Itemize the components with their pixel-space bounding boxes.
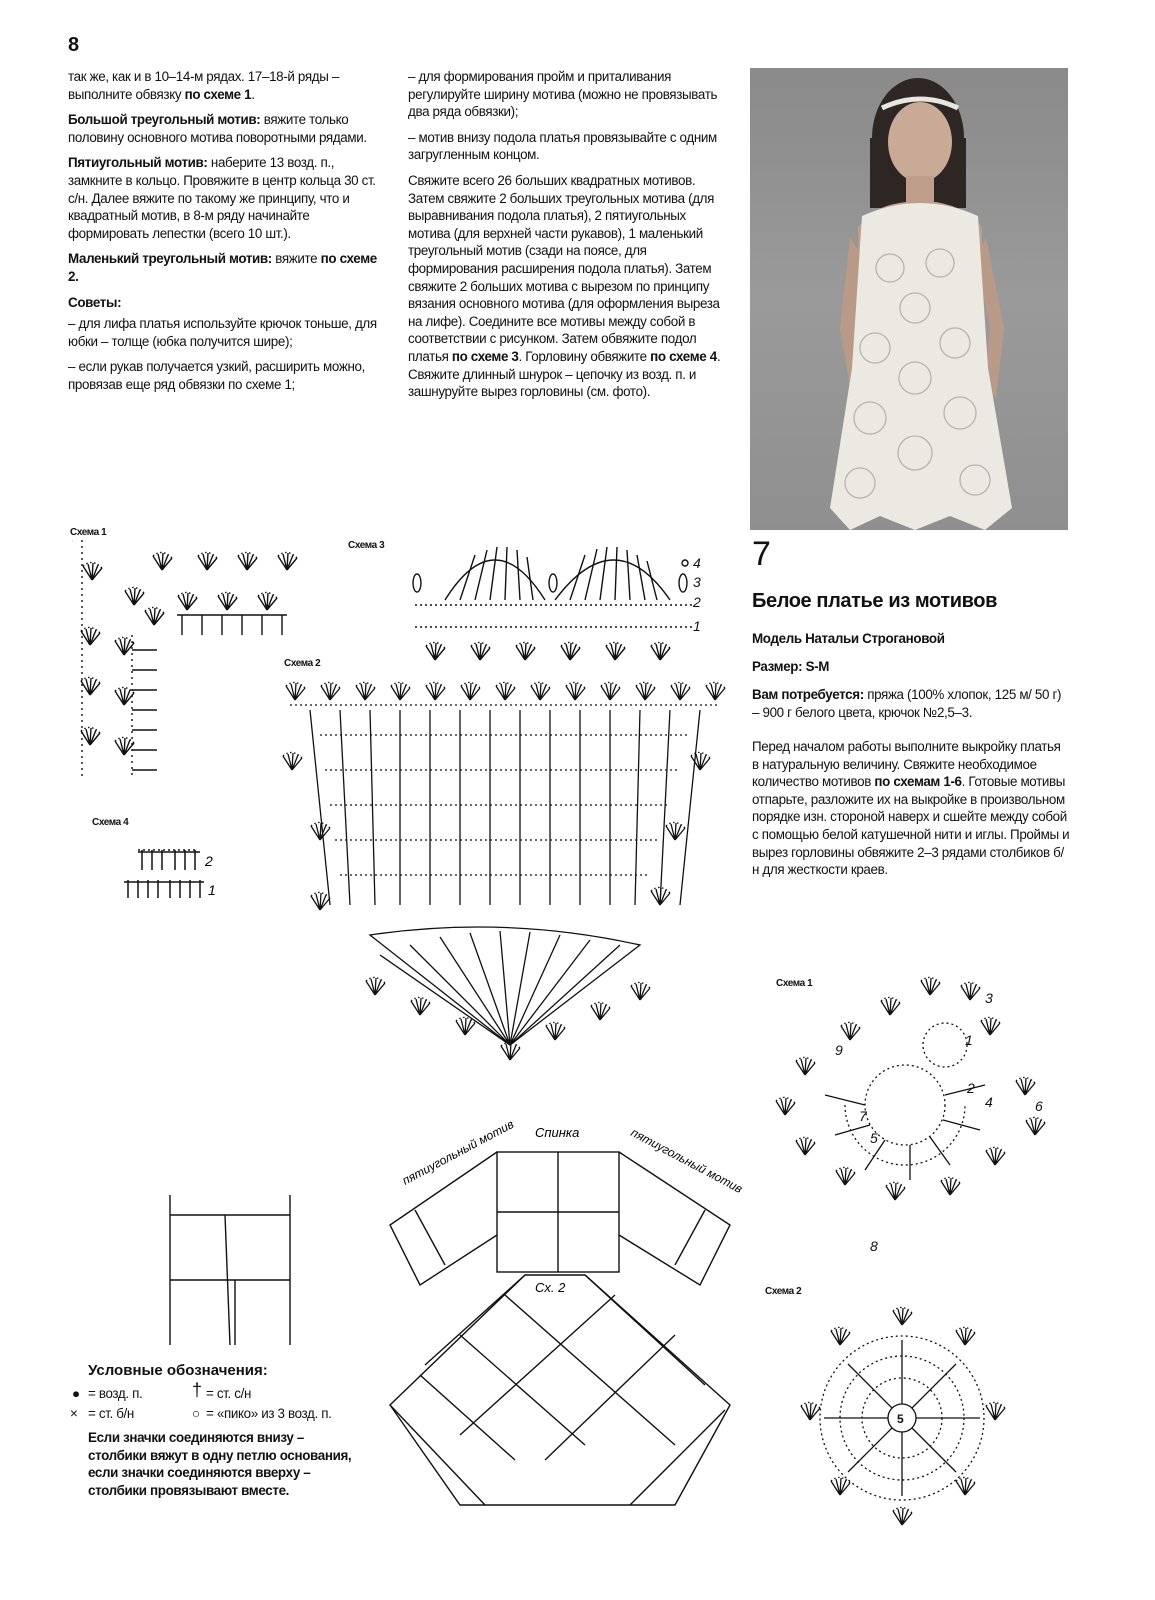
- scheme-3-row-1: 1: [693, 618, 701, 634]
- paragraph-assembly: Свяжите всего 26 больших квадратных мотивов. Затем свяжите 2 больших треугольных мотива (для выравнивания подола платья), 2 пятиугольных мотива (для верхней части рукавов), 1 маленький треугольный мотив (сзади на поясе, для формирования расширения подола платья). Затем свяжите 2 больших мотива с вырезом по принципу вязания основного мотива (для оформления выреза на лифе). Соедините все мотивы между собой в соответствии с рисунком. Затем обвяжите подол платья по схеме 3. Горловину обвяжите по схеме 4. Свяжите длинный шнурок – цепочку из возд. п. и зашнуруйте вырез горловины (см. фото).: [408, 172, 721, 400]
- scheme-1-label: Схема 1: [70, 527, 107, 538]
- picot-symbol: ○: [192, 1406, 200, 1421]
- model-credit: Модель Натальи Строгановой: [752, 631, 945, 646]
- size-line: Размер: S-M: [752, 659, 830, 674]
- pentagon-left-label: пятиугольный мотив: [399, 1116, 517, 1188]
- scheme-2-ref-label: Сх. 2: [535, 1280, 566, 1295]
- sleeve-pattern-diagram: [165, 1195, 300, 1355]
- tip-2: – если рукав получается узкий, расширить можно, провязав еще ряд обвязки по схеме 1;: [68, 359, 365, 392]
- chain-symbol: ●: [72, 1386, 80, 1401]
- scheme-2-right-label: Схема 2: [765, 1286, 802, 1297]
- scheme-4-diagram: [120, 840, 230, 900]
- s1r-row-9: 9: [835, 1042, 843, 1058]
- tip-1: – для лифа платья используйте крючок тоньше, для юбки – толще (юбка получится шире);: [68, 316, 377, 349]
- scheme-1-right-label: Схема 1: [776, 978, 813, 989]
- s1r-row-4: 4: [985, 1094, 993, 1110]
- scheme-1-diagram: [72, 540, 312, 790]
- legend-chain: = возд. п.: [88, 1386, 143, 1401]
- scheme-3-diagram: [405, 535, 715, 665]
- dress-layout-diagram: [385, 1115, 745, 1520]
- s2r-center-5: 5: [897, 1412, 904, 1426]
- scheme-4-label: Схема 4: [92, 817, 129, 828]
- scheme-3-label: Схема 3: [348, 540, 385, 551]
- sc-symbol: ×: [70, 1406, 78, 1421]
- text-column-left: [68, 68, 386, 402]
- text-column-middle: [408, 68, 730, 409]
- scheme-1-right-diagram: [745, 955, 1065, 1255]
- s1r-row-2: 2: [967, 1080, 975, 1096]
- model-photo: [750, 68, 1068, 530]
- scheme-3-row-2: 2: [693, 594, 701, 610]
- scheme-2-label: Схема 2: [284, 658, 321, 669]
- s1r-row-7: 7: [859, 1108, 867, 1124]
- legend-title: Условные обозначения:: [88, 1362, 268, 1379]
- legend-dc: = ст. с/н: [206, 1386, 251, 1401]
- instructions-paragraph: Перед началом работы выполните выкройку платья в натуральную величину. Свяжите необходимое количество мотивов по схемам 1-6. Готовые мотивы отпарьте, разложите их на выкройке в произвольном порядке изн. стороной наверх и сшейте между собой с помощью белой катушечной нити и иглы. Проймы и вырез горловины обвяжите 2–3 рядами столбиков б/н для жесткости краев.: [752, 739, 1070, 878]
- legend-sc: = ст. б/н: [88, 1406, 134, 1421]
- back-label: Спинка: [535, 1125, 580, 1140]
- s1r-row-3: 3: [985, 990, 993, 1006]
- scheme-3-row-4: 4: [693, 555, 701, 571]
- s1r-row-5: 5: [870, 1130, 878, 1146]
- paragraph-pentagon: Пятиугольный мотив: наберите 13 возд. п., замкните в кольцо. Провяжите в центр кольца 30 ст. с/н. Далее вяжите по такому же принципу, что и квадратный мотив, в 8-м ряду начинайте формировать лепестки (всего 10 шт.).: [68, 155, 376, 241]
- tip-3: – для формирования пройм и приталивания регулируйте ширину мотива (можно не провязывать два ряда обвязки);: [408, 69, 718, 120]
- scheme-4-row-2: 2: [205, 853, 213, 869]
- scheme-2-right-diagram: [780, 1300, 1030, 1530]
- s1r-row-6: 6: [1035, 1098, 1043, 1114]
- scheme-4-row-1: 1: [208, 882, 216, 898]
- paragraph-small-triangle: Маленький треугольный мотив: вяжите по схеме 2.: [68, 251, 377, 284]
- materials-paragraph: Вам потребуется: пряжа (100% хлопок, 125 м/ 50 г) – 900 г белого цвета, крючок №2,5–3.: [752, 687, 1062, 720]
- section-number: 7: [752, 535, 771, 573]
- dc-symbol: †: [192, 1380, 202, 1400]
- legend-picot: = «пико» из 3 возд. п.: [206, 1406, 332, 1421]
- legend: [70, 1362, 388, 1499]
- legend-note: Если значки соединяются внизу – столбики вяжут в одну петлю основания, если значки соединяются вверху – столбики провязывают вместе.: [88, 1430, 352, 1498]
- scheme-2-diagram: [280, 675, 740, 1085]
- paragraph-continuation: так же, как и в 10–14-м рядах. 17–18-й ряды – выполните обвязку по схеме 1.: [68, 69, 339, 102]
- s1r-row-1: 1: [965, 1032, 973, 1048]
- s1r-row-8: 8: [870, 1238, 878, 1254]
- scheme-3-row-3: 3: [693, 574, 701, 590]
- paragraph-big-triangle: Большой треугольный мотив: вяжите только половину основного мотива поворотными рядами.: [68, 112, 367, 145]
- tip-4: – мотив внизу подола платья провязывайте с одним загругленным концом.: [408, 129, 717, 163]
- page-number: 8: [68, 34, 80, 56]
- section-title: Белое платье из мотивов: [752, 590, 997, 612]
- tips-heading: Советы:: [68, 294, 122, 310]
- pentagon-right-label: пятиугольный мотив: [628, 1125, 745, 1196]
